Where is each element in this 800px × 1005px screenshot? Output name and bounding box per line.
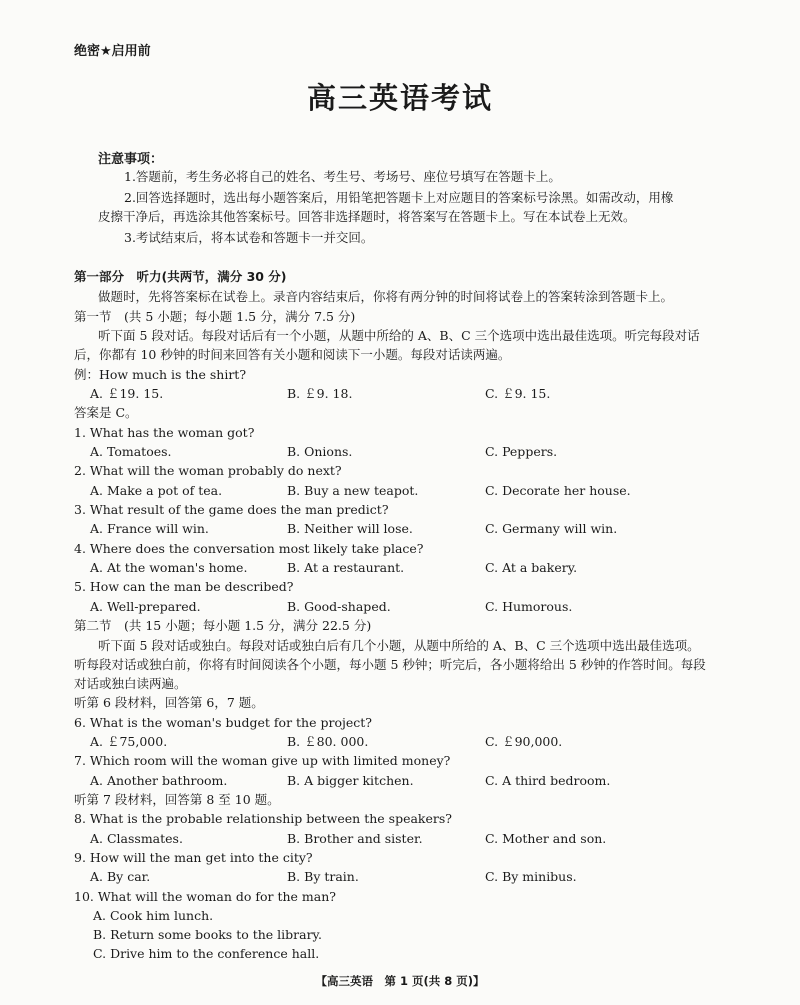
section2-instruction: 听每段对话或独白前，你将有时间阅读各个小题，每小题 5 秒钟；听完后，各小题将给出 5 秒钟的作答时间。每段 (74, 657, 706, 672)
option-a: A. Well-prepared. (90, 599, 201, 614)
option-b: B. ￡80. 000. (287, 734, 369, 749)
part1-heading: 第一部分 听力(共两节，满分 30 分) (74, 269, 287, 284)
option-b: B. At a restaurant. (287, 560, 405, 575)
option-a: A. Make a pot of tea. (90, 483, 223, 498)
question-stem: 6. What is the woman's budget for the project? (74, 715, 372, 730)
material-6-note: 听第 6 段材料，回答第 6，7 题。 (74, 695, 264, 710)
material-7-note: 听第 7 段材料，回答第 8 至 10 题。 (74, 792, 280, 807)
option-b: B. Brother and sister. (287, 831, 423, 846)
page-footer: 【高三英语 第 1 页(共 8 页)】 (315, 974, 485, 988)
question-stem: 3. What result of the game does the man predict? (74, 502, 389, 517)
question-stem: 2. What will the woman probably do next? (74, 463, 342, 478)
option-a: A. ￡75,000. (90, 734, 168, 749)
option-c: C. A third bedroom. (485, 773, 611, 788)
option-c: C. Germany will win. (485, 521, 618, 536)
option-a: A. At the woman's home. (90, 560, 248, 575)
question-stem: 1. What has the woman got? (74, 425, 255, 440)
section2-instruction: 听下面 5 段对话或独白。每段对话或独白后有几个小题，从题中所给的 A、B、C 三个选项中选出最佳选项。 (98, 638, 700, 653)
question-stem: 4. Where does the conversation most likely take place? (74, 541, 424, 556)
notice-line: 3.考试结束后，将本试卷和答题卡一并交回。 (124, 230, 374, 245)
question-stem: 5. How can the man be described? (74, 579, 294, 594)
option-c: C. Decorate her house. (485, 483, 631, 498)
option-a: A. France will win. (90, 521, 209, 536)
question-stem: 8. What is the probable relationship between the speakers? (74, 811, 452, 826)
notice-heading: 注意事项： (98, 152, 164, 167)
example-option-b: B. ￡9. 18. (287, 386, 353, 401)
section1-heading: 第一节 (共 5 小题；每小题 1.5 分，满分 7.5 分) (74, 309, 356, 324)
option-c: C. Mother and son. (485, 831, 607, 846)
option-c: C. Peppers. (485, 444, 558, 459)
section2-instruction: 对话或独白读两遍。 (74, 676, 187, 691)
example-option-c: C. ￡9. 15. (485, 386, 551, 401)
section1-instruction: 听下面 5 段对话。每段对话后有一个小题，从题中所给的 A、B、C 三个选项中选出最佳选项。听完每段对话 (98, 328, 700, 343)
option-a: A. Tomatoes. (90, 444, 172, 459)
question-stem: 7. Which room will the woman give up with limited money? (74, 753, 451, 768)
part1-intro: 做题时，先将答案标在试卷上。录音内容结束后，你将有两分钟的时间将试卷上的答案转涂到答题卡上。 (98, 289, 674, 304)
option-b: B. A bigger kitchen. (287, 773, 414, 788)
option-b: B. By train. (287, 869, 359, 884)
section2-heading: 第二节 (共 15 小题；每小题 1.5 分，满分 22.5 分) (74, 618, 372, 633)
notice-line: 1.答题前，考生务必将自己的姓名、考生号、考场号、座位号填写在答题卡上。 (124, 169, 561, 184)
example-option-a: A. ￡19. 15. (90, 386, 164, 401)
option-c: C. Drive him to the conference hall. (93, 946, 320, 961)
option-c: C. Humorous. (485, 599, 573, 614)
option-b: B. Neither will lose. (287, 521, 413, 536)
option-b: B. Good-shaped. (287, 599, 391, 614)
option-c: C. ￡90,000. (485, 734, 563, 749)
option-c: C. By minibus. (485, 869, 577, 884)
question-stem: 9. How will the man get into the city? (74, 850, 313, 865)
option-a: A. Another bathroom. (90, 773, 228, 788)
notice-line: 皮擦干净后，再选涂其他答案标号。回答非选择题时，将答案写在答题卡上。写在本试卷上无效。 (98, 209, 636, 224)
section1-instruction: 后，你都有 10 秒钟的时间来回答有关小题和阅读下一小题。每段对话读两遍。 (74, 347, 511, 362)
notice-line: 2.回答选择题时，选出每小题答案后，用铅笔把答题卡上对应题目的答案标号涂黑。如需改动，用橡 (124, 190, 674, 205)
secret-label: 绝密★启用前 (74, 44, 151, 59)
option-b: B. Buy a new teapot. (287, 483, 419, 498)
option-c: C. At a bakery. (485, 560, 578, 575)
page-title: 高三英语考试 (306, 81, 493, 115)
option-a: A. By car. (90, 869, 151, 884)
question-stem: 10. What will the woman do for the man? (74, 889, 336, 904)
option-b: B. Onions. (287, 444, 353, 459)
option-a: A. Cook him lunch. (93, 908, 214, 923)
example-answer: 答案是 C。 (74, 405, 138, 420)
option-a: A. Classmates. (90, 831, 183, 846)
example-question: 例：How much is the shirt? (74, 367, 247, 382)
option-b: B. Return some books to the library. (93, 927, 322, 942)
